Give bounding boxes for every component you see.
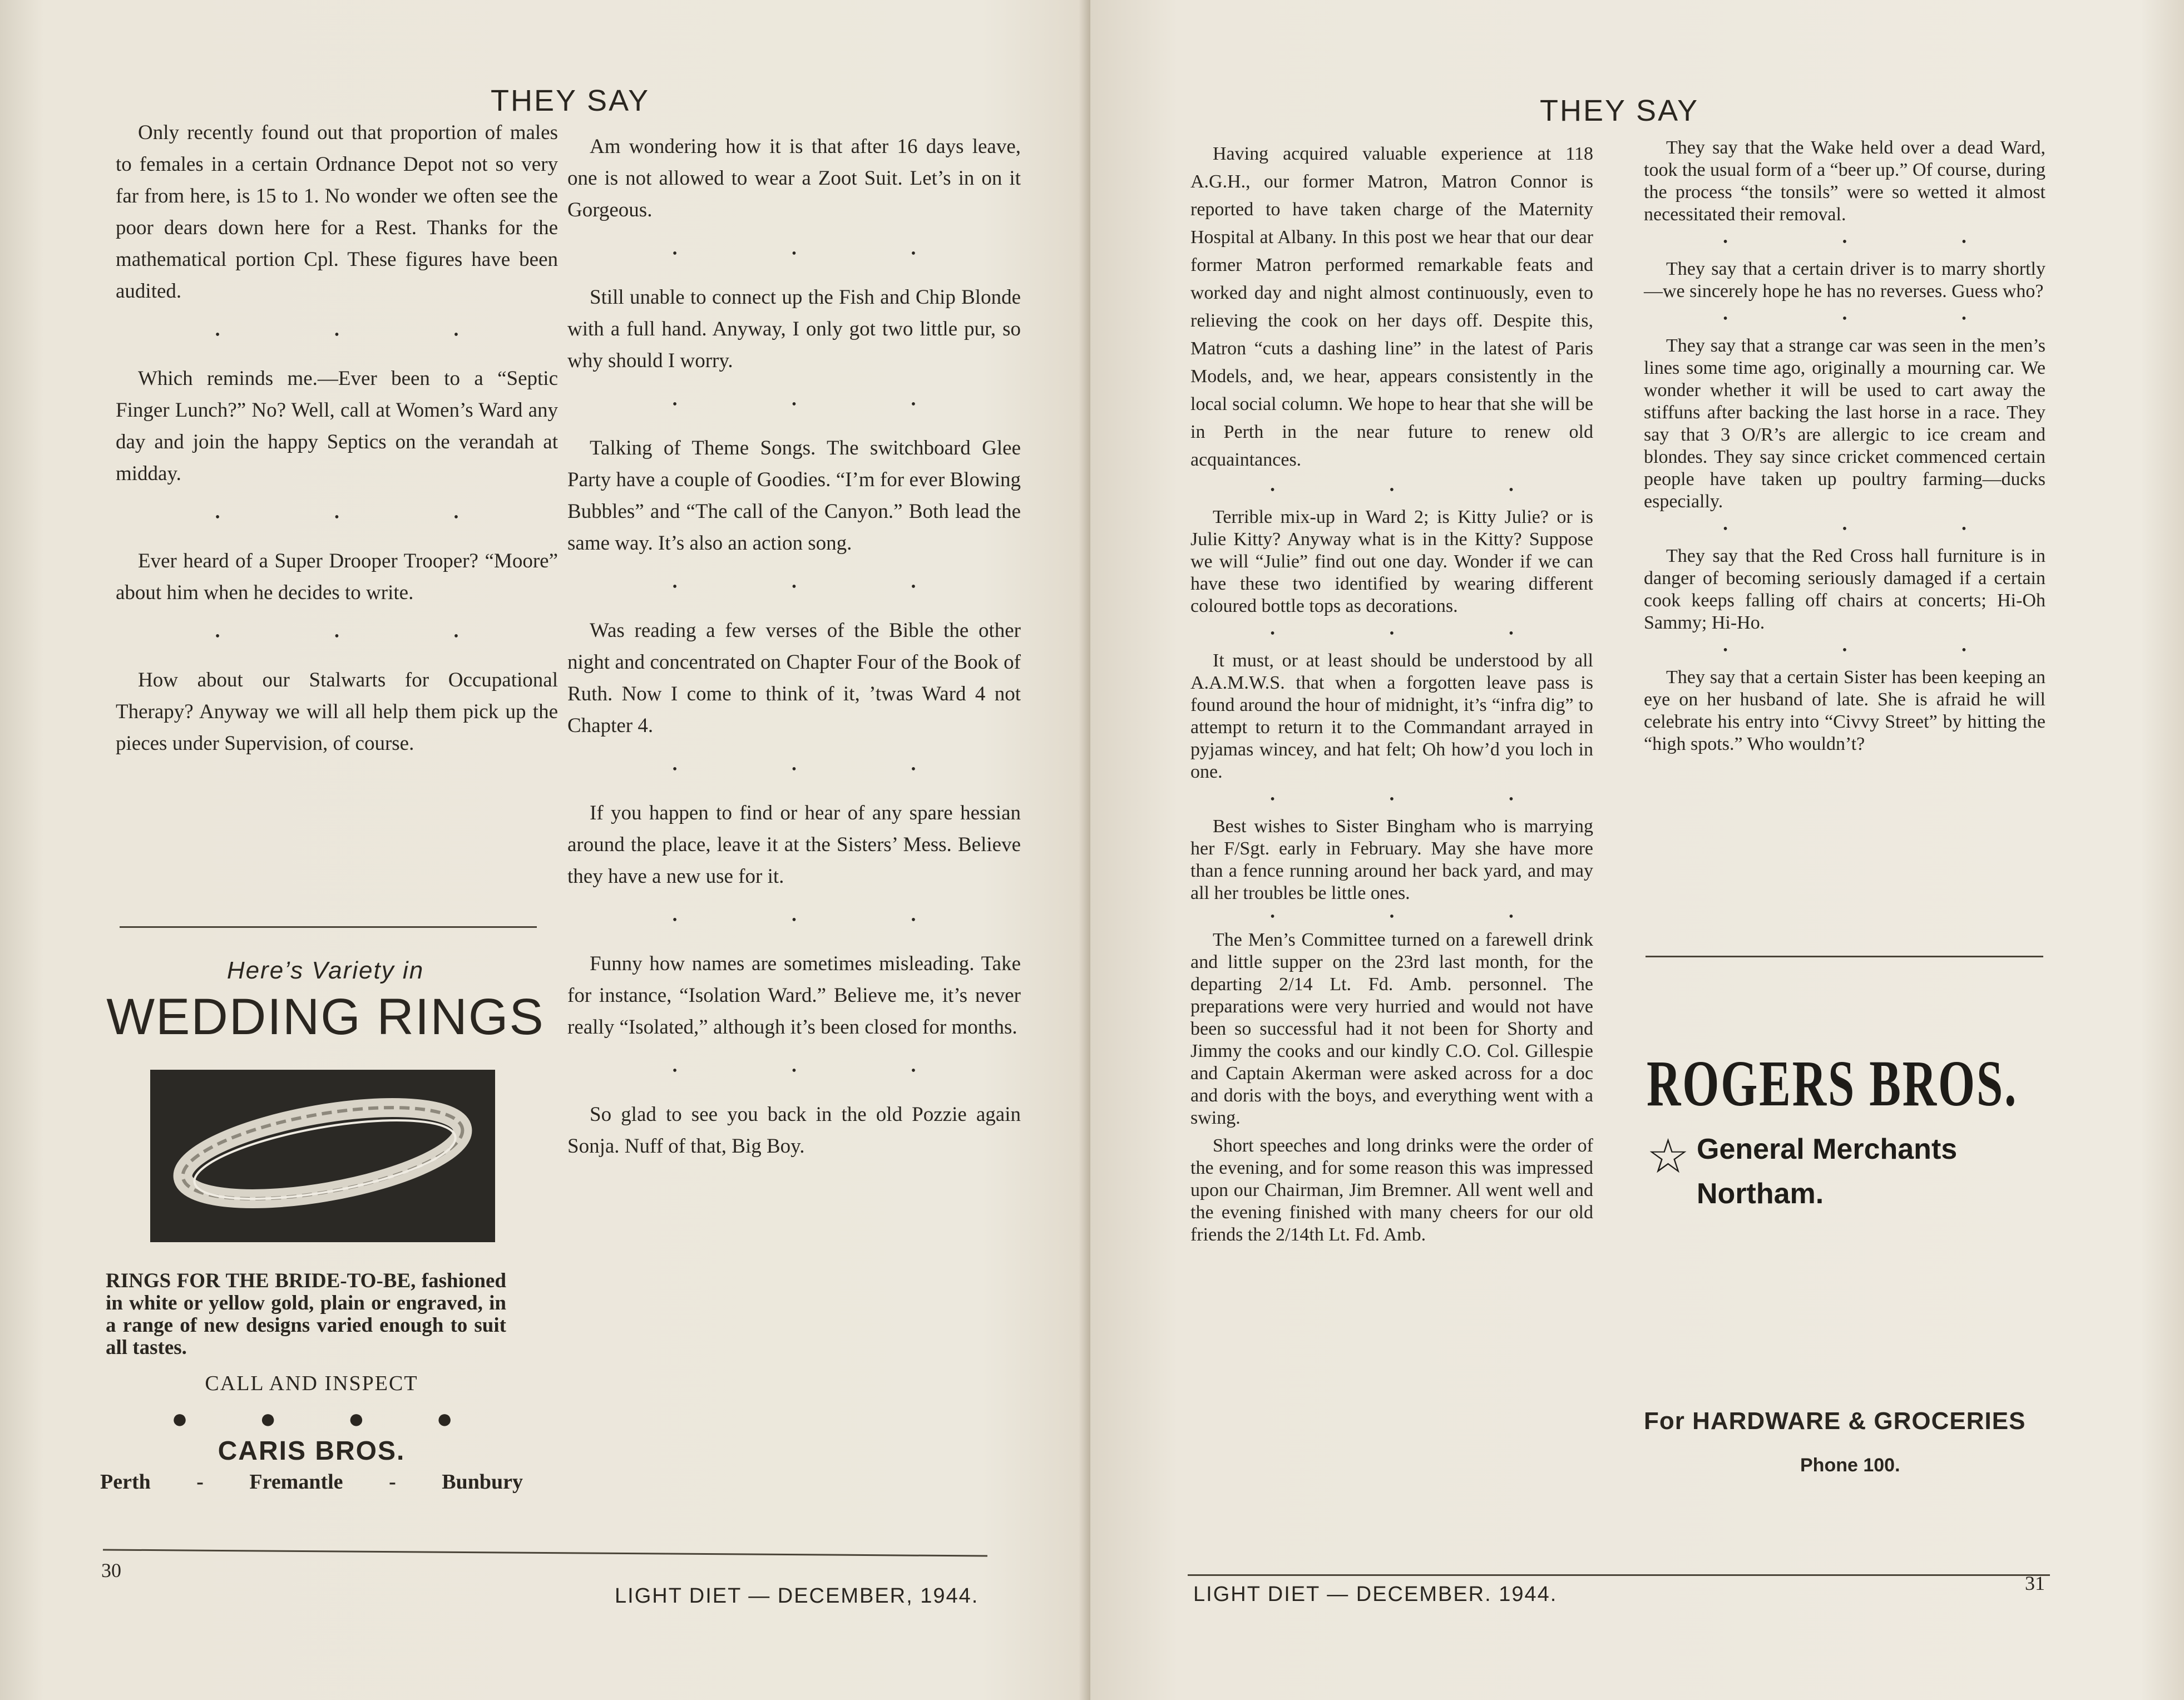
town-separator: - (196, 1470, 204, 1494)
column-rule (120, 926, 537, 928)
left-page (0, 0, 1090, 1700)
town: Perth (100, 1470, 151, 1494)
ad-call-to-action: CALL AND INSPECT (205, 1372, 418, 1395)
paragraph: Having acquired valuable experience at 118 A.G.H., our former Matron, Matron Connor is reported to have taken charge of the Maternity Hospital at Albany. In this post we hear that our dear former Matron performed remarkable feats and worked day and night almost continuously, even to relieving the cook on her days off. Despite this, Matron “cuts a dashing line” in the latest of Paris Models, and, we hear, appears consistently in the local social column. We hope to hear that she will be in Perth in the near future to renew old acquaintances. (1190, 144, 1593, 470)
column-rule (1646, 956, 2043, 957)
ring-photo (150, 1070, 495, 1242)
ad-line: Northam. (1697, 1178, 1824, 1210)
ad-company: ROGERS BROS. (1647, 1047, 2018, 1120)
ad-line: General Merchants (1697, 1133, 1958, 1165)
paragraph: So glad to see you back in the old Pozzie again Sonja. Nuff of that, Big Boy. (567, 1103, 1021, 1158)
separator-dots: • • • (1723, 522, 2022, 536)
paragraph: Talking of Theme Songs. The switchboard Glee Party have a couple of Goodies. “I’m for ever Blowing Bubbles” and “The call of the Canyon.” Both lead the same way. It’s also an action song. (567, 437, 1021, 555)
rogers-bros-advertisement (1647, 1046, 2075, 1216)
paragraph: Only recently found out that proportion of males to females in a certain Ordnance Depot not so very far from here, is 15 to 1. No wonder we often see the poor dears down here for a Rest. Thanks for the mathematical portion Cpl. These figures have been audited. (116, 121, 558, 303)
left-column-2 (567, 131, 1021, 1162)
paragraph: If you happen to find or hear of any spare hessian around the place, leave it at the Sisters’ Mess. Believe they have a new use for it. (567, 802, 1021, 888)
separator-dots: • • • (215, 328, 515, 342)
page-footer: LIGHT DIET — DECEMBER, 1944. (615, 1584, 979, 1608)
page-number: 30 (101, 1559, 121, 1582)
separator-dots: • • • (672, 246, 972, 261)
paragraph: Funny how names are sometimes misleading. Take for instance, “Isolation Ward.” Believe me, it’s never really “Isolated,” although it’s been closed for months. (567, 952, 1021, 1039)
paragraph: It must, or at least should be understood by all A.A.M.W.S. that when a forgotten leave pass is found around the hour of midnight, it’s “infra dig” to attempt to return it to the Commandant arrayed in pyjamas wincey, and hat felt; Oh how’d you loch in one. (1190, 650, 1593, 782)
paragraph: Short speeches and long drinks were the order of the evening, and for some reason this was impressed upon our Chairman, Jim Bremner. All went well and the evening finished with many cheers for our old friends the 2/14th Lt. Fd. Amb. (1190, 1135, 1593, 1245)
footer-rule (1188, 1574, 2050, 1576)
separator-dots: • • • (672, 397, 972, 412)
town: Fremantle (249, 1470, 343, 1494)
paragraph: Best wishes to Sister Bingham who is marrying her F/Sgt. early in February. May she have more than a fence running around her back yard, and may all her troubles be little ones. (1190, 816, 1593, 903)
separator-dots: • • • (672, 762, 972, 777)
footer-rule (103, 1549, 987, 1556)
separator-dots: • • • (672, 580, 972, 594)
paragraph: Which reminds me.—Ever been to a “Septic Finger Lunch?” No? Well, call at Women’s Ward any day and join the happy Septics on the verandah at midday. (116, 367, 558, 485)
separator-dots: • • • (215, 510, 515, 525)
ad-tagline: Here’s Variety in (226, 957, 424, 984)
ad-towns (100, 1470, 523, 1494)
ad-body: RINGS FOR THE BRIDE-TO-BE, fashioned in white or yellow gold, plain or engraved, in a range of new designs varied enough to suit all tastes. (106, 1269, 506, 1359)
paragraph: Terrible mix-up in Ward 2; is Kitty Julie? or is Julie Kitty? Anyway what is in the Kitty? Suppose we will “Julie” find out one day. Wonder if we can have these two identified by wearing different coloured bottle tops as decorations. (1190, 507, 1593, 616)
separator-dots: • • • (215, 629, 515, 644)
right-column-1 (1190, 140, 1593, 1246)
paragraph: Was reading a few verses of the Bible the other night and concentrated on Chapter Four of the Book of Ruth. Now I come to think of it, ’twas Ward 4 not Chapter 4. (567, 619, 1021, 737)
page-number: 31 (2025, 1572, 2045, 1594)
page-footer: LIGHT DIET — DECEMBER. 1944. (1193, 1583, 1558, 1606)
paragraph: How about our Stalwarts for Occupational Therapy? Anyway we will all help them pick up the pieces under Supervision, of course. (116, 669, 558, 755)
page-heading: THEY SAY (491, 84, 650, 117)
separator-dots: • • • (1270, 910, 1569, 924)
page-heading: THEY SAY (1540, 94, 1699, 127)
ad-phone: Phone 100. (1800, 1455, 1900, 1476)
ad-hardware-line: For HARDWARE & GROCERIES (1644, 1407, 2026, 1435)
ad-company: CARIS BROS. (218, 1436, 406, 1466)
star-icon: ☆ (1647, 1130, 1690, 1183)
ad-headline: WEDDING RINGS (106, 989, 545, 1045)
separator-dots: • • • (1270, 483, 1569, 497)
separator-dots: • • • (1723, 312, 2022, 326)
separator-dots: • • • (672, 1064, 972, 1078)
separator-dots: • • • (1270, 626, 1569, 641)
wedding-rings-advertisement (100, 957, 545, 1494)
separator-dots: • • • (1270, 792, 1569, 807)
paragraph: They say that a certain driver is to marry shortly—we sincerely hope he has no reverses. Guess who? (1644, 259, 2045, 302)
town-separator: - (389, 1470, 396, 1494)
paragraph: They say that a strange car was seen in the men’s lines some time ago, originally a mourning car. We wonder whether it will be used to cart away the stiffuns after backing the last horse in a race. They say that 3 O/R’s are allergic to ice cream and blondes. They say since cricket commenced certain people have taken up poultry farming—ducks especially. (1644, 335, 2045, 512)
separator-dots: • • • (1723, 235, 2022, 249)
ad-dots: ● ● ● ● (171, 1403, 486, 1434)
ad-text-block (1697, 1127, 1957, 1216)
wedding-ring-image (150, 1070, 495, 1242)
paragraph: Still unable to connect up the Fish and Chip Blonde with a full hand. Anyway, I only got two little pur, so why should I worry. (567, 286, 1021, 372)
separator-dots: • • • (1723, 643, 2022, 658)
separator-dots: • • • (672, 913, 972, 927)
paragraph: They say that the Wake held over a dead Ward, took the usual form of a “beer up.” Of course, during the process “the tonsils” were so wetted it almost necessitated their removal. (1644, 137, 2045, 225)
paragraph: The Men’s Committee turned on a farewell drink and little supper on the 23rd last month, for the departing 2/14 Lt. Fd. Amb. personnel. The preparations were very hurried and would not have been so successful had it not been for Shorty and Jimmy the cooks and our kindly C.O. Col. Gillespie and Captain Akerman were asked across for a doc and doris with the boys, and everything went with a swing. (1190, 930, 1593, 1128)
paragraph: They say that a certain Sister has been keeping an eye on her husband of late. She is afraid he will celebrate his entry into “Civvy Street” by hitting the “high spots.” Who wouldn’t? (1644, 667, 2045, 754)
ad-details (1647, 1127, 2075, 1216)
right-page (1090, 0, 2184, 1700)
paragraph: Am wondering how it is that after 16 days leave, one is not allowed to wear a Zoot Suit. Let’s in on it Gorgeous. (567, 135, 1021, 221)
right-column-2 (1644, 137, 2045, 755)
paragraph: Ever heard of a Super Drooper Trooper? “Moore” about him when he decides to write. (116, 550, 558, 604)
left-column-1 (116, 117, 558, 759)
town: Bunbury (442, 1470, 523, 1494)
paragraph: They say that the Red Cross hall furniture is in danger of becoming seriously damaged if a certain cook keeps falling off chairs at concerts; Hi-Oh Sammy; Hi-Ho. (1644, 546, 2045, 633)
